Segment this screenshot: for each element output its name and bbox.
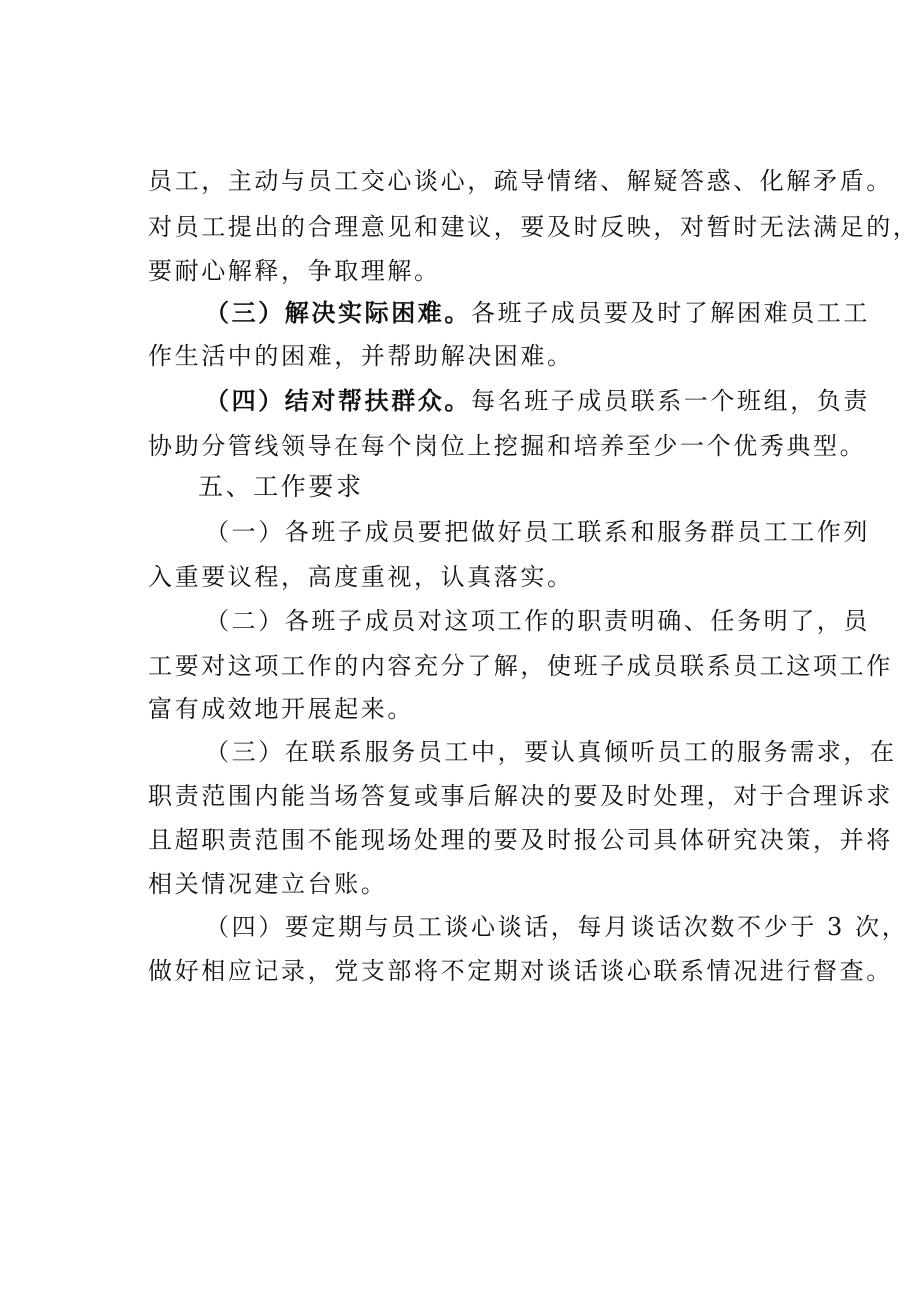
- requirement-line: 职责范围内能当场答复或事后解决的要及时处理，对于合理诉求: [148, 782, 893, 810]
- item-three-text: 各班子成员要及时了解困难员工工: [471, 299, 870, 327]
- requirement-line: 入重要议程，高度重视，认真落实。: [148, 563, 574, 591]
- item-four-line: [205, 386, 870, 416]
- requirement-line: 且超职责范围不能现场处理的要及时报公司具体研究决策，并将: [148, 826, 893, 854]
- item-three-line: [205, 298, 870, 328]
- requirement-line: （二）各班子成员对这项工作的职责明确、任务明了，员: [205, 607, 870, 635]
- paragraph-line: 要耐心解释，争取理解。: [148, 257, 441, 285]
- requirement-line: 工要对这项工作的内容充分了解，使班子成员联系员工这项工作: [148, 652, 893, 680]
- requirement-line: 做好相应记录，党支部将不定期对谈话谈心联系情况进行督查。: [148, 957, 893, 985]
- item-three-title: （三）解决实际困难。: [205, 299, 471, 327]
- item-four-text: 每名班子成员联系一个班组，负责: [471, 387, 870, 415]
- requirement-line: （三）在联系服务员工中，要认真倾听员工的服务需求，在: [205, 738, 897, 766]
- paragraph-line: 员工，主动与员工交心谈心，疏导情绪、解疑答惑、化解矛盾。: [148, 167, 893, 195]
- paragraph-line: 对员工提出的合理意见和建议，要及时反映，对暂时无法满足的，: [148, 213, 920, 241]
- section-heading: 五、工作要求: [198, 472, 364, 501]
- requirement-line: （四）要定期与员工谈心谈话，每月谈话次数不少于 3 次，: [205, 913, 909, 941]
- requirement-line: 相关情况建立台账。: [148, 870, 388, 898]
- paragraph-line: 协助分管线领导在每个岗位上挖掘和培养至少一个优秀典型。: [148, 432, 867, 460]
- paragraph-line: 作生活中的困难，并帮助解决困难。: [148, 342, 574, 370]
- requirement-line: 富有成效地开展起来。: [148, 695, 414, 723]
- requirement-line: （一）各班子成员要把做好员工联系和服务群员工工作列: [205, 518, 870, 546]
- item-four-title: （四）结对帮扶群众。: [205, 387, 471, 415]
